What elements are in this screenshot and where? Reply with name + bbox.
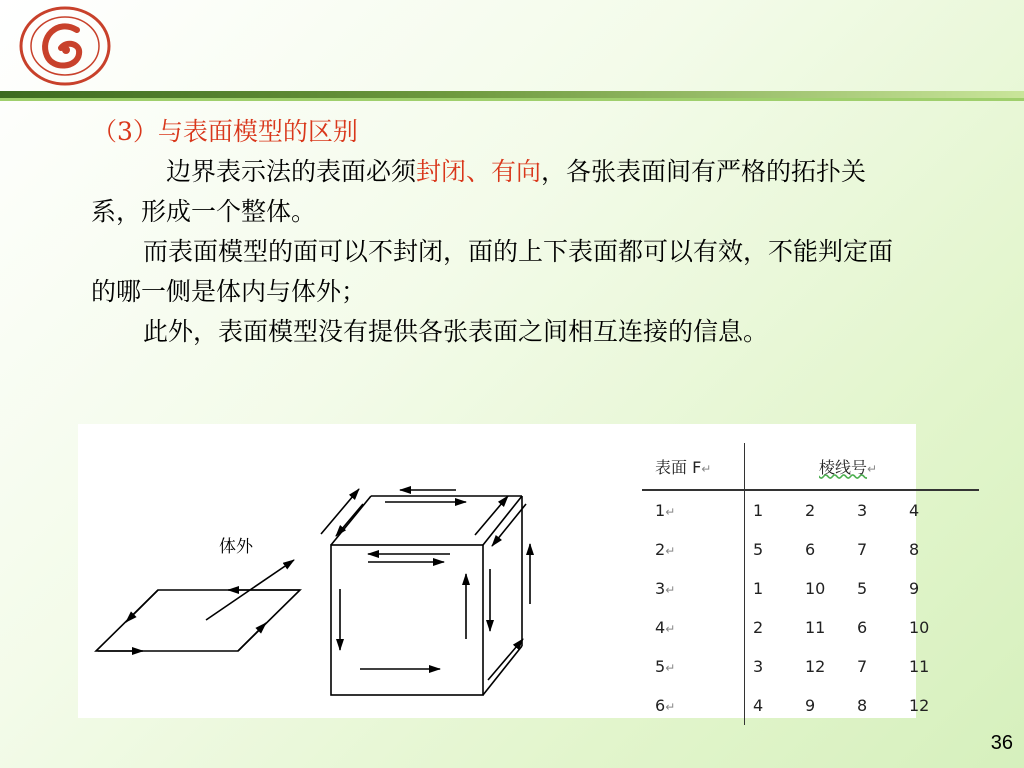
cube xyxy=(321,489,530,695)
slide-body xyxy=(91,112,906,352)
paragraph-text: ，各张表面间有严格的拓扑关系，形成一个整体。 xyxy=(91,157,867,226)
table-row: 2↵ 5 6 7 8 xyxy=(642,530,979,569)
surface-cube-diagram xyxy=(78,424,558,718)
table-header-edges: 棱线号↵ xyxy=(745,443,980,490)
flat-surface xyxy=(96,590,300,651)
paragraph-connectivity: 此外，表面模型没有提供各张表面之间相互连接的信息。 xyxy=(143,317,769,346)
table-row: 6↵ 4 9 8 12 xyxy=(642,686,979,725)
university-logo xyxy=(17,4,113,88)
paragraph-boundary-representation xyxy=(91,152,906,232)
header-divider xyxy=(0,91,1024,101)
paragraph-text: 边界表示法的表面必须 xyxy=(166,157,417,186)
outside-label: 体外 xyxy=(219,537,253,556)
paragraph-surface-model: 而表面模型的面可以不封闭，面的上下表面都可以有效，不能判定面的哪一侧是体内与体外； xyxy=(91,237,894,306)
table-header-face: 表面 F↵ xyxy=(642,443,745,490)
table-row: 3↵ 1 10 5 9 xyxy=(642,569,979,608)
edge-table xyxy=(642,443,979,725)
highlighted-text: 封闭、有向 xyxy=(416,157,542,186)
page-number: 36 xyxy=(990,732,1013,754)
figure-panel xyxy=(78,424,930,718)
section-heading: （3）与表面模型的区别 xyxy=(92,117,358,146)
table-row: 5↵ 3 12 7 11 xyxy=(642,647,979,686)
table-row: 4↵ 2 11 6 10 xyxy=(642,608,979,647)
table-row: 1↵ 1 2 3 4 xyxy=(642,490,979,530)
